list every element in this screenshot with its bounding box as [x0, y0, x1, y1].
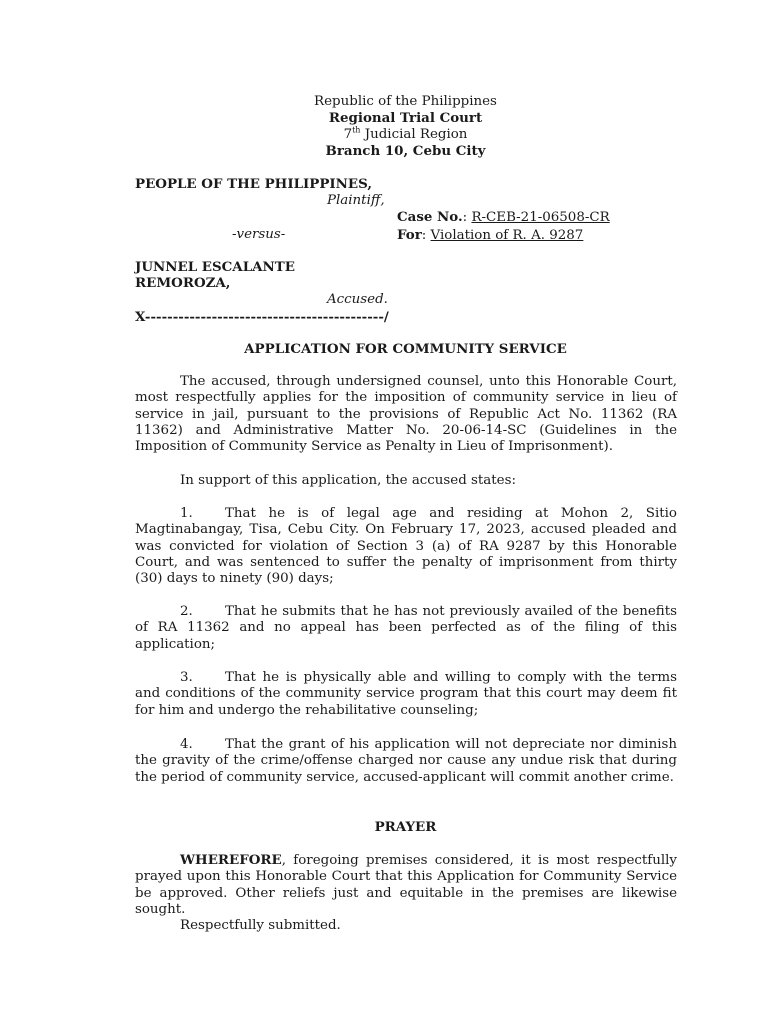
plaintiff-name: PEOPLE OF THE PHILIPPINES,	[135, 176, 372, 192]
case-offense: For: Violation of R. A. 9287	[397, 227, 584, 243]
judicial-region: 7th Judicial Region	[343, 125, 468, 142]
republic-line: Republic of the Philippines	[314, 94, 497, 109]
list-item: 4. That the grant of his application will not depreciate nor diminish the gravity of the crime/offense charged nor cause any undue risk that during the period of community service, accused-applicant will commit another crime.	[135, 737, 677, 785]
intro-paragraph: The accused, through undersigned counsel, unto this Honorable Court, most respectfully applies for the imposition of community service in lieu of service in jail, pursuant to the provisions of Republic Act No. 11362 (RA 11362) and Administrative Matter No. 20-06-14-SC (Guidelines in the Imposition of Community Service as Penalty in Lieu of Imprisonment).	[135, 374, 677, 455]
prayer-heading: PRAYER	[374, 819, 437, 835]
document-title: APPLICATION FOR COMMUNITY SERVICE	[244, 341, 567, 357]
list-item: 1. That he is of legal age and residing at Mohon 2, Sitio Magtinabangay, Tisa, Cebu City. On February 17, 2023, accused pleaded and was convicted for violation of Section 3 (a) of RA 9287 by this Honorable Court, and was sentenced to suffer the penalty of imprisonment from thirty (30) days to ninety (90) days;	[135, 506, 677, 587]
list-item: 2. That he submits that he has not previously availed of the benefits of RA 11362 and no appeal has been perfected as of the filing of this application;	[135, 604, 677, 652]
list-item: 3. That he is physically able and willing to comply with the terms and conditions of the community service program that this court may deem fit for him and undergo the rehabilitative counseling;	[135, 670, 677, 718]
accused-role: Accused.	[327, 292, 388, 307]
support-paragraph: In support of this application, the accused states:	[180, 473, 516, 488]
plaintiff-role: Plaintiff,	[327, 193, 385, 208]
closing-line: Respectfully submitted.	[180, 918, 341, 933]
branch-line: Branch 10, Cebu City	[325, 143, 486, 159]
accused-name-line-1: JUNNEL ESCALANTE	[135, 259, 295, 275]
accused-name-line-2: REMOROZA,	[135, 275, 231, 291]
versus-label: -versus-	[232, 227, 286, 242]
caption-divider: X-------------------------------------------/	[135, 309, 389, 325]
court-name: Regional Trial Court	[328, 110, 483, 126]
case-number: Case No.: R-CEB-21-06508-CR	[397, 209, 610, 225]
prayer-paragraph: WHEREFORE, foregoing premises considered, it is most respectfully prayed upon this Honorable Court that this Application for Community Service be approved. Other reliefs just and equitable in the premises are likewise sought.	[135, 852, 677, 917]
